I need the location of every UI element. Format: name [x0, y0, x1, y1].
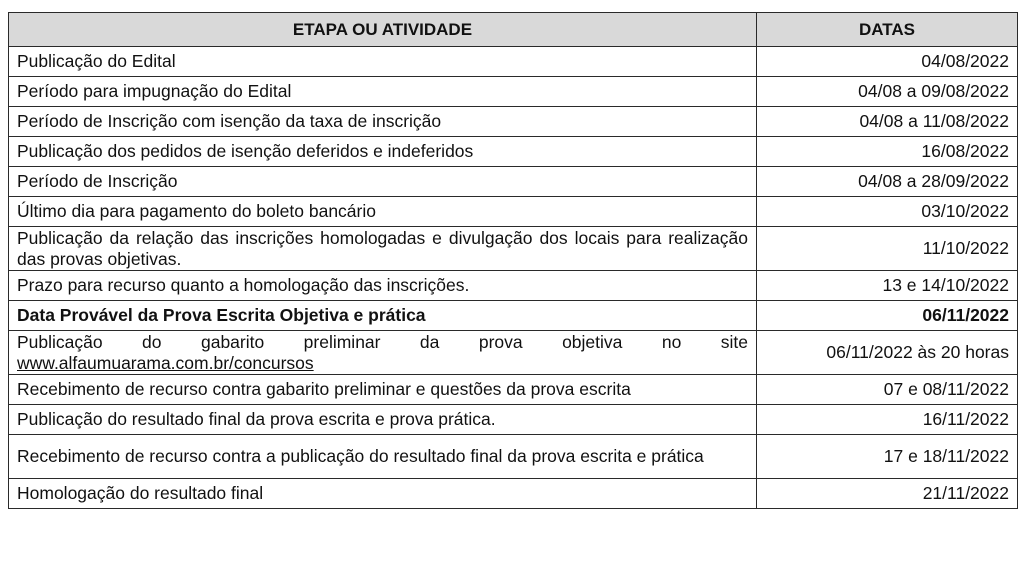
- row-etapa: Publicação dos pedidos de isenção deferidos e indeferidos: [9, 137, 757, 167]
- table-row: [9, 271, 1018, 301]
- row-data: 16/08/2022: [757, 137, 1018, 167]
- row-etapa: [9, 331, 757, 375]
- row-data: 16/11/2022: [757, 405, 1018, 435]
- schedule-table: [8, 12, 1018, 509]
- row-data: 03/10/2022: [757, 197, 1018, 227]
- table-row: [9, 479, 1018, 509]
- row-data: 04/08 a 11/08/2022: [757, 107, 1018, 137]
- header-datas: DATAS: [757, 13, 1018, 47]
- row-etapa: Período para impugnação do Edital: [9, 77, 757, 107]
- row-data: 21/11/2022: [757, 479, 1018, 509]
- header-etapa: ETAPA OU ATIVIDADE: [9, 13, 757, 47]
- row-data: 11/10/2022: [757, 227, 1018, 271]
- table-row: [9, 227, 1018, 271]
- table-row: [9, 77, 1018, 107]
- row-data: 06/11/2022: [757, 301, 1018, 331]
- row-etapa: Homologação do resultado final: [9, 479, 757, 509]
- concursos-site-link[interactable]: www.alfaumuarama.com.br/concursos: [17, 352, 314, 373]
- row-etapa: Recebimento de recurso contra gabarito preliminar e questões da prova escrita: [9, 375, 757, 405]
- row-etapa: Período de Inscrição: [9, 167, 757, 197]
- table-row: [9, 197, 1018, 227]
- row-data: 06/11/2022 às 20 horas: [757, 331, 1018, 375]
- row-data: 07 e 08/11/2022: [757, 375, 1018, 405]
- table-row: [9, 47, 1018, 77]
- row-etapa: Recebimento de recurso contra a publicação do resultado final da prova escrita e prática: [9, 435, 757, 479]
- table-row: [9, 375, 1018, 405]
- table-row-highlight: [9, 301, 1018, 331]
- table-row: [9, 405, 1018, 435]
- row-data: 17 e 18/11/2022: [757, 435, 1018, 479]
- header-row: [9, 13, 1018, 47]
- row-etapa: Período de Inscrição com isenção da taxa de inscrição: [9, 107, 757, 137]
- row-data: 04/08 a 28/09/2022: [757, 167, 1018, 197]
- table-row: [9, 107, 1018, 137]
- row-data: 13 e 14/10/2022: [757, 271, 1018, 301]
- row-etapa: Último dia para pagamento do boleto bancário: [9, 197, 757, 227]
- row-data: 04/08 a 09/08/2022: [757, 77, 1018, 107]
- row-etapa-text: Publicação do gabarito preliminar da prova objetiva no site: [17, 331, 748, 352]
- row-etapa: Publicação da relação das inscrições homologadas e divulgação dos locais para realização das provas objetivas.: [9, 227, 757, 271]
- row-etapa: Prazo para recurso quanto a homologação das inscrições.: [9, 271, 757, 301]
- table-row: [9, 331, 1018, 375]
- table-row: [9, 167, 1018, 197]
- row-etapa: Data Provável da Prova Escrita Objetiva e prática: [9, 301, 757, 331]
- table-row: [9, 137, 1018, 167]
- row-etapa: Publicação do resultado final da prova escrita e prova prática.: [9, 405, 757, 435]
- table-row: [9, 435, 1018, 479]
- row-data: 04/08/2022: [757, 47, 1018, 77]
- row-etapa: Publicação do Edital: [9, 47, 757, 77]
- schedule-sheet: [8, 12, 1017, 509]
